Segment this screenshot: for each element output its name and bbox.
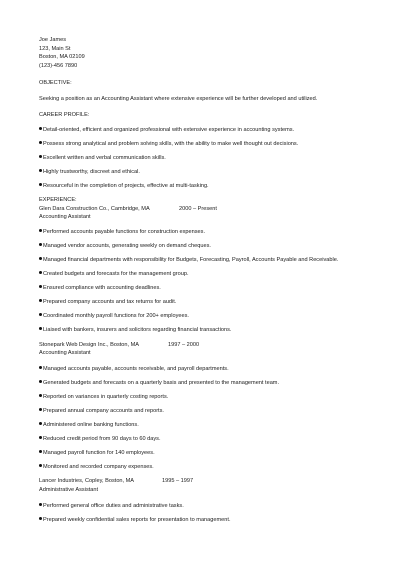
list-item: Possess strong analytical and problem solving skills, with the ability to make well thought out decisions. — [39, 141, 298, 148]
bullet-icon — [39, 285, 42, 288]
contact-city: Boston, MA 02109 — [39, 54, 85, 60]
bullet-icon — [39, 169, 42, 172]
job-company: Lancer Industries, Copley, Boston, MA — [39, 478, 135, 484]
bullet-icon — [39, 155, 42, 158]
list-item: Detail-oriented, efficient and organized professional with extensive experience in accounting systems. — [39, 127, 294, 134]
list-item: Managed accounts payable, accounts receivable, and payroll departments. — [39, 366, 229, 373]
bullet-icon — [39, 380, 42, 383]
list-item: Managed vendor accounts, generating weekly on demand cheques. — [39, 243, 211, 250]
job-header — [39, 206, 217, 213]
list-item: Reported on variances in quarterly costing reports. — [39, 394, 168, 401]
list-item: Coordinated monthly payroll functions for 200+ employees. — [39, 313, 189, 320]
bullet-icon — [39, 299, 42, 302]
list-item: Liaised with bankers, insurers and solicitors regarding financial transactions. — [39, 327, 231, 334]
contact-street: 123, Main St — [39, 45, 71, 52]
bullet-icon — [39, 327, 42, 330]
job-header — [39, 478, 193, 485]
job-title: Accounting Assistant — [39, 350, 91, 356]
list-item: Reduced credit period from 90 days to 60 days. — [39, 436, 161, 443]
bullet-icon — [39, 366, 42, 369]
job-dates: 1997 – 2000 — [168, 342, 200, 348]
job-title: Accounting Assistant — [39, 214, 91, 220]
bullet-icon — [39, 394, 42, 397]
list-item: Performed accounts payable functions for construction expenses. — [39, 229, 205, 236]
bullet-icon — [39, 141, 42, 144]
list-item: Managed payroll function for 140 employees. — [39, 450, 155, 457]
experience-heading: EXPERIENCE: — [39, 197, 77, 203]
contact-phone: (123)-456 7890 — [39, 62, 78, 69]
bullet-icon — [39, 503, 42, 506]
bullet-icon — [39, 271, 42, 274]
contact-name: Joe James — [39, 37, 67, 43]
list-item: Highly trustworthy, discreet and ethical. — [39, 169, 140, 176]
job-dates: 2000 – Present — [179, 206, 217, 212]
job-title: Administrative Assistant — [39, 487, 99, 493]
list-item: Performed general office duties and administrative tasks. — [39, 503, 184, 510]
bullet-icon — [39, 464, 42, 467]
bullet-icon — [39, 257, 42, 260]
bullet-icon — [39, 436, 42, 439]
objective-text: Seeking a position as an Accounting Assistant where extensive experience will be further developed and utilized. — [39, 96, 318, 102]
bullet-icon — [39, 450, 42, 453]
list-item: Administered online banking functions. — [39, 422, 139, 429]
job-header — [39, 342, 199, 349]
list-item: Prepared annual company accounts and reports. — [39, 408, 164, 415]
bullet-icon — [39, 422, 42, 425]
list-item: Monitored and recorded company expenses. — [39, 464, 154, 471]
contact-block — [39, 37, 85, 71]
job-company: Glen Dara Construction Co., Cambridge, MA — [39, 206, 150, 212]
job-dates: 1995 – 1997 — [162, 478, 194, 484]
bullet-icon — [39, 243, 42, 246]
list-item: Managed financial departments with responsibility for Budgets, Forecasting, Payroll, Accounts Payable and Receivable. — [39, 257, 338, 264]
list-item: Generated budgets and forecasts on a quarterly basis and presented to the management team. — [39, 380, 279, 387]
profile-heading: CAREER PROFILE: — [39, 112, 90, 118]
list-item: Prepared company accounts and tax returns for audit. — [39, 299, 176, 306]
list-item: Resourceful in the completion of projects, effective at multi-tasking. — [39, 183, 209, 190]
bullet-icon — [39, 127, 42, 130]
bullet-icon — [39, 313, 42, 316]
bullet-icon — [39, 183, 42, 186]
list-item: Created budgets and forecasts for the management group. — [39, 271, 189, 278]
list-item: Prepared weekly confidential sales reports for presentation to management. — [39, 517, 231, 524]
list-item: Ensured compliance with accounting deadlines. — [39, 285, 161, 292]
bullet-icon — [39, 517, 42, 520]
job-company: Stonepark Web Design Inc., Boston, MA — [39, 342, 140, 348]
objective-heading: OBJECTIVE: — [39, 80, 72, 86]
bullet-icon — [39, 229, 42, 232]
bullet-icon — [39, 408, 42, 411]
list-item: Excellent written and verbal communication skills. — [39, 155, 166, 162]
